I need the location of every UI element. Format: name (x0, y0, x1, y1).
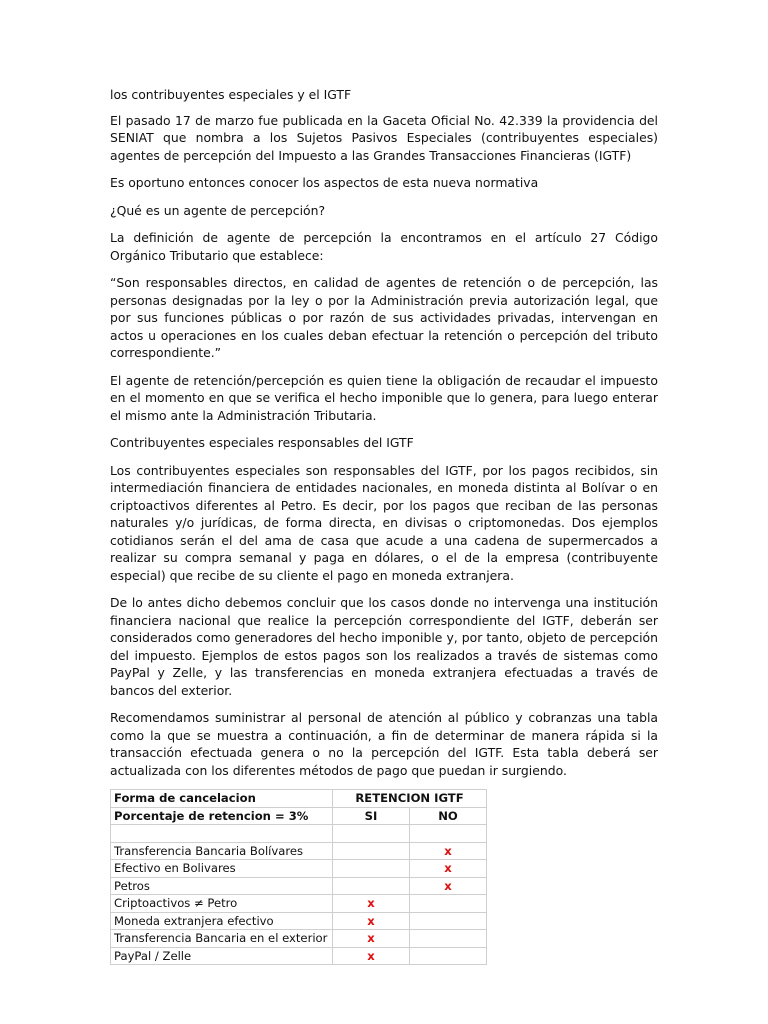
table-subheader-row (111, 807, 487, 825)
empty-cell (111, 825, 333, 843)
section-heading-responsables: Contribuyentes especiales responsables del IGTF (110, 435, 414, 450)
paragraph-conclusion: De lo antes dicho debemos concluir que los casos donde no intervenga una institución financiera nacional que realice la percepción correspondiente del IGTF, deberán ser considerados como generadores del hecho imponible y, por tanto, objeto de percepción del impuesto. Ejemplos de estos pagos son los realizados a través de sistemas como PayPal y Zelle, y las transferencias en moneda extranjera efectuadas a través de bancos del exterior. (110, 595, 658, 698)
subheader-no: NO (410, 807, 487, 825)
no-mark (410, 912, 487, 930)
document-heading: los contribuyentes especiales y el IGTF (110, 87, 352, 102)
no-mark: x (410, 842, 487, 860)
payment-method-label: PayPal / Zelle (111, 947, 333, 965)
paragraph-definicion: La definición de agente de percepción la encontramos en el artículo 27 Código Orgánico Tributario que establece: (110, 230, 658, 263)
paragraph-aspectos: Es oportuno entonces conocer los aspectos de esta nueva normativa (110, 175, 539, 190)
table-row (111, 877, 487, 895)
paragraph-contribuyentes: Los contribuyentes especiales son responsables del IGTF, por los pagos recibidos, sin intermediación financiera de entidades nacionales, en moneda distinta al Bolívar o en criptoactivos diferentes al Petro. Es decir, por los pagos que reciban de las personas naturales y/o jurídicas, de forma directa, en divisas o criptomonedas. Dos ejemplos cotidianos serán el del ama de casa que acude a una cadena de supermercados a realizar su compra semanal y paga en dólares, o el de la empresa (contribuyente especial) que recibe de su cliente el pago en moneda extranjera. (110, 462, 658, 583)
no-mark: x (410, 860, 487, 878)
table-row (111, 860, 487, 878)
table-header-row (111, 790, 487, 808)
payment-method-label: Criptoactivos ≠ Petro (111, 895, 333, 913)
si-mark: x (333, 930, 410, 948)
no-mark: x (410, 877, 487, 895)
question-heading: ¿Qué es un agente de percepción? (110, 202, 326, 218)
table-row (111, 930, 487, 948)
table-row (111, 895, 487, 913)
payment-method-label: Transferencia Bancaria Bolívares (111, 842, 333, 860)
si-mark: x (333, 947, 410, 965)
paragraph-gaceta: El pasado 17 de marzo fue publicada en la Gaceta Oficial No. 42.339 la providencia del SENIAT que nombra a los Sujetos Pasivos Especiales (contribuyentes especiales) agentes de percepción del Impuesto a las Grandes Transacciones Financieras (IGTF) (110, 112, 658, 163)
paragraph-recomendacion: Recomendamos suministrar al personal de atención al público y cobranzas una tabla como la que se muestra a continuación, a fin de determinar de manera rápida si la transacción efectuada genera o no la percepción del IGTF. Esta tabla deberá ser actualizada con los diferentes métodos de pago que puedan ir surgiendo. (110, 710, 658, 778)
quote-article-27: “Son responsables directos, en calidad de agentes de retención o de percepción, las personas designadas por la ley o por la Administración previa autorización legal, que por sus funciones públicas o por razón de sus actividades privadas, intervengan en actos u operaciones en los cuales deban efectuar la retención o percepción del tributo correspondiente.” (110, 275, 658, 360)
payment-method-label: Petros (111, 877, 333, 895)
igtf-table (110, 789, 487, 965)
si-mark: x (333, 912, 410, 930)
no-mark (410, 947, 487, 965)
empty-cell (333, 825, 410, 843)
subheader-porcentaje: Porcentaje de retencion = 3% (111, 807, 333, 825)
paragraph-agente: El agente de retención/percepción es quien tiene la obligación de recaudar el impuesto en el momento en que se verifica el hecho imponible que lo genera, para luego enterar el mismo ante la Administración Tributaria. (110, 372, 658, 423)
subheader-si: SI (333, 807, 410, 825)
table-row (111, 912, 487, 930)
header-forma-cancelacion: Forma de cancelacion (111, 790, 333, 808)
table-row (111, 947, 487, 965)
no-mark (410, 930, 487, 948)
si-mark (333, 842, 410, 860)
payment-method-label: Efectivo en Bolivares (111, 860, 333, 878)
header-retencion-igtf: RETENCION IGTF (333, 790, 487, 808)
si-mark: x (333, 895, 410, 913)
si-mark (333, 877, 410, 895)
table-empty-row (111, 825, 487, 843)
no-mark (410, 895, 487, 913)
payment-method-label: Moneda extranjera efectivo (111, 912, 333, 930)
table-row (111, 842, 487, 860)
si-mark (333, 860, 410, 878)
payment-method-label: Transferencia Bancaria en el exterior (111, 930, 333, 948)
empty-cell (410, 825, 487, 843)
